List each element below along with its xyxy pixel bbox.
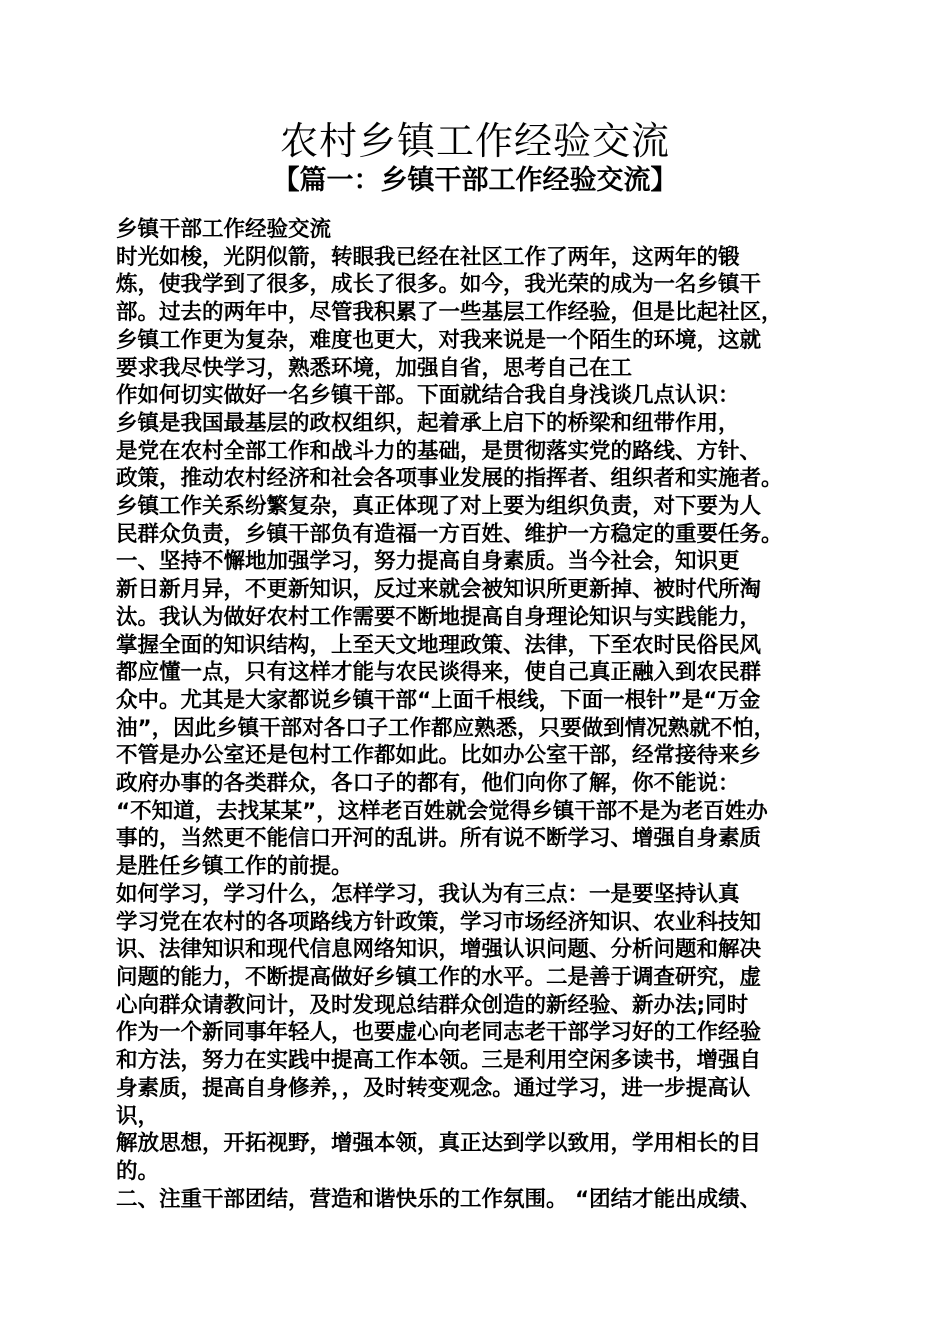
body-text-line: 民群众负责，乡镇干部负有造福一方百姓、维护一方稳定的重要任务。 bbox=[116, 521, 783, 547]
body-text-line: 不管是办公室还是包村工作都如此。比如办公室干部，经常接待来乡 bbox=[116, 743, 762, 769]
body-text-line: 掌握全面的知识结构，上至天文地理政策、法律，下至农时民俗民风 bbox=[116, 632, 762, 658]
body-text-line: 问题的能力，不断提高做好乡镇工作的水平。二是善于调查研究，虚 bbox=[116, 964, 762, 990]
body-text-line: 政府办事的各类群众，各口子的都有，他们向你了解，你不能说： bbox=[116, 771, 740, 797]
body-text-line: 如何学习，学习什么，怎样学习，我认为有三点：一是要坚持认真 bbox=[116, 881, 740, 907]
body-text-line: “不知道，去找某某”，这样老百姓就会觉得乡镇干部不是为老百姓办 bbox=[116, 798, 768, 824]
body-text-line: 是胜任乡镇工作的前提。 bbox=[116, 854, 353, 880]
body-text-line: 要求我尽快学习，熟悉环境，加强自省，思考自己在工 bbox=[116, 355, 633, 381]
body-text-line: 部。过去的两年中，尽管我积累了一些基层工作经验，但是比起社区， bbox=[116, 300, 783, 326]
body-text-line: 事的，当然更不能信口开河的乱讲。所有说不断学习、增强自身素质 bbox=[116, 826, 762, 852]
body-text-line: 众中。尤其是大家都说乡镇干部“上面千根线，下面一根针”是“万金 bbox=[116, 687, 761, 713]
body-text-line: 解放思想，开拓视野，增强本领，真正达到学以致用，学用相长的目 bbox=[116, 1131, 762, 1157]
body-text-line: 汰。我认为做好农村工作需要不断地提高自身理论知识与实践能力， bbox=[116, 604, 762, 630]
body-text-line: 的。 bbox=[116, 1158, 160, 1184]
body-text-line: 新日新月异，不更新知识，反过来就会被知识所更新掉、被时代所淘 bbox=[116, 577, 762, 603]
body-text-line: 乡镇是我国最基层的政权组织，起着承上启下的桥梁和纽带作用， bbox=[116, 410, 740, 436]
document-title: 农村乡镇工作经验交流 bbox=[279, 119, 670, 163]
body-text-line: 是党在农村全部工作和战斗力的基础，是贯彻落实党的路线、方针、 bbox=[116, 438, 762, 464]
body-text-line: 作如何切实做好一名乡镇干部。下面就结合我自身浅谈几点认识： bbox=[116, 383, 740, 409]
body-text-line: 都应懂一点，只有这样才能与农民谈得来，使自己真正融入到农民群 bbox=[116, 660, 762, 686]
body-text-line: 时光如梭，光阴似箭，转眼我已经在社区工作了两年，这两年的锻 bbox=[116, 244, 740, 270]
body-text-line: 识， bbox=[116, 1103, 160, 1129]
body-text-line: 乡镇干部工作经验交流 bbox=[116, 217, 332, 242]
body-text-line: 炼，使我学到了很多，成长了很多。如今，我光荣的成为一名乡镇干 bbox=[116, 272, 762, 298]
body-text-line: 乡镇工作更为复杂，难度也更大，对我来说是一个陌生的环境，这就 bbox=[116, 327, 762, 353]
body-text-line: 和方法，努力在实践中提高工作本领。三是利用空闲多读书，增强自 bbox=[116, 1048, 762, 1074]
body-text-line: 作为一个新同事年轻人，也要虚心向老同志老干部学习好的工作经验 bbox=[116, 1020, 762, 1046]
body-text-line: 二、注重干部团结，营造和谐快乐的工作氛围。 “团结才能出成绩、 bbox=[116, 1186, 762, 1212]
body-text-line: 识、法律知识和现代信息网络知识，增强认识问题、分析问题和解决 bbox=[116, 937, 762, 963]
document-subtitle: 【篇一：乡镇干部工作经验交流】 bbox=[272, 165, 678, 196]
body-text-line: 一、坚持不懈地加强学习，努力提高自身素质。当今社会，知识更 bbox=[116, 549, 740, 575]
body-text-line: 身素质，提高自身修养，，及时转变观念。通过学习，进一步提高认 bbox=[116, 1075, 751, 1101]
document-body bbox=[116, 216, 844, 1213]
body-text-line: 学习党在农村的各项路线方针政策，学习市场经济知识、农业科技知 bbox=[116, 909, 762, 935]
body-text-line: 心向群众请教问计，及时发现总结群众创造的新经验、新办法;同时 bbox=[116, 992, 749, 1018]
body-text-line: 油”，因此乡镇干部对各口子工作都应熟悉，只要做到情况熟就不怕， bbox=[116, 715, 776, 741]
body-text-line: 政策，推动农村经济和社会各项事业发展的指挥者、组织者和实施者。 bbox=[116, 466, 783, 492]
body-text-line: 乡镇工作关系纷繁复杂，真正体现了对上要为组织负责，对下要为人 bbox=[116, 494, 762, 520]
